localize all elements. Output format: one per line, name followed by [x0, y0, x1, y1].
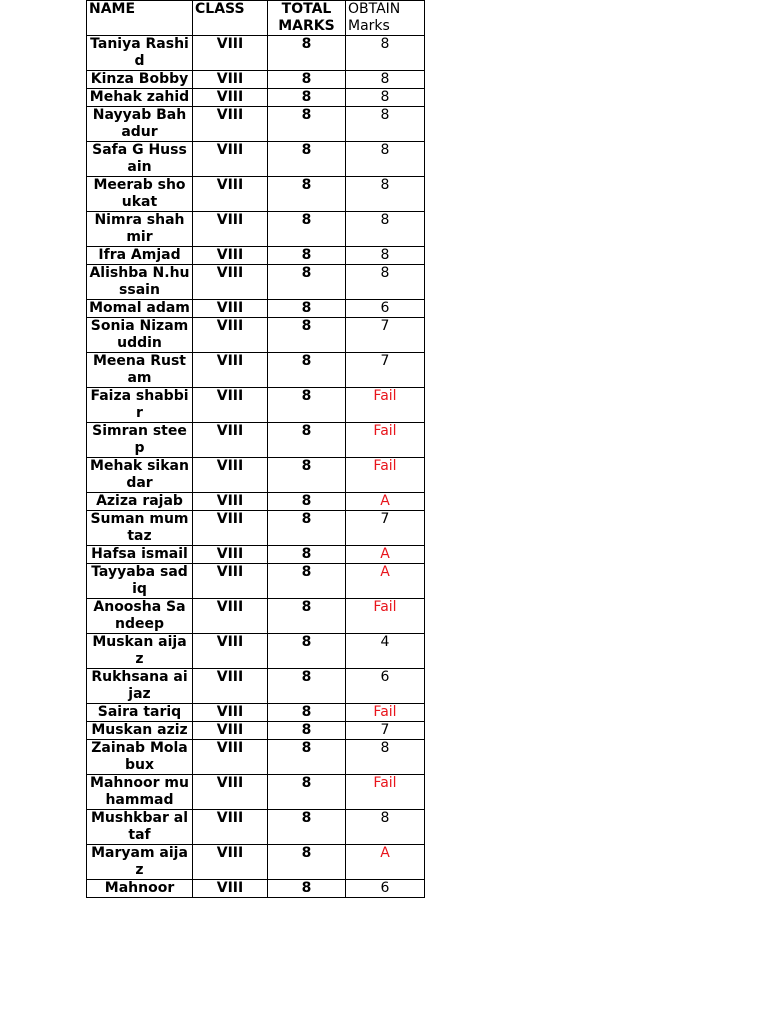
header-total-marks [268, 1, 346, 36]
total-marks-cell: 8 [268, 845, 346, 880]
table-body [87, 36, 425, 898]
student-name-cell: Muskan aziz [87, 722, 193, 740]
student-name-cell: Sonia Nizamuddin [87, 318, 193, 353]
student-name-cell: Nimra shahmir [87, 212, 193, 247]
student-name-cell: Zainab Molabux [87, 740, 193, 775]
class-cell: VIII [193, 36, 268, 71]
student-name-cell: Safa G Hussain [87, 142, 193, 177]
student-name-cell: Hafsa ismail [87, 546, 193, 564]
obtain-marks-cell: Fail [346, 775, 425, 810]
student-name-cell: Mahnoor muhammad [87, 775, 193, 810]
header-obtain-line2: Marks [348, 18, 390, 34]
table-row [87, 300, 425, 318]
total-marks-cell: 8 [268, 511, 346, 546]
total-marks-cell: 8 [268, 300, 346, 318]
table-row [87, 722, 425, 740]
obtain-marks-cell: 8 [346, 107, 425, 142]
total-marks-cell: 8 [268, 564, 346, 599]
obtain-marks-cell: A [346, 546, 425, 564]
class-cell: VIII [193, 458, 268, 493]
class-cell: VIII [193, 142, 268, 177]
total-marks-cell: 8 [268, 212, 346, 247]
class-cell: VIII [193, 318, 268, 353]
student-name-cell: Mehak sikandar [87, 458, 193, 493]
total-marks-cell: 8 [268, 810, 346, 845]
obtain-marks-cell: 8 [346, 740, 425, 775]
marks-table [86, 0, 425, 898]
class-cell: VIII [193, 107, 268, 142]
table-row [87, 810, 425, 845]
total-marks-cell: 8 [268, 142, 346, 177]
table-row [87, 318, 425, 353]
class-cell: VIII [193, 511, 268, 546]
obtain-marks-cell: 8 [346, 810, 425, 845]
table-row [87, 142, 425, 177]
total-marks-cell: 8 [268, 546, 346, 564]
total-marks-cell: 8 [268, 89, 346, 107]
obtain-marks-cell: Fail [346, 599, 425, 634]
table-row [87, 511, 425, 546]
total-marks-cell: 8 [268, 36, 346, 71]
total-marks-cell: 8 [268, 247, 346, 265]
student-name-cell: Nayyab Bahadur [87, 107, 193, 142]
class-cell: VIII [193, 300, 268, 318]
total-marks-cell: 8 [268, 493, 346, 511]
table-row [87, 353, 425, 388]
total-marks-cell: 8 [268, 669, 346, 704]
obtain-marks-cell: 4 [346, 634, 425, 669]
table-row [87, 36, 425, 71]
obtain-marks-cell: Fail [346, 704, 425, 722]
student-name-cell: Taniya Rashid [87, 36, 193, 71]
student-name-cell: Suman mumtaz [87, 511, 193, 546]
total-marks-cell: 8 [268, 740, 346, 775]
obtain-marks-cell: 8 [346, 142, 425, 177]
student-name-cell: Alishba N.hussain [87, 265, 193, 300]
table-row [87, 212, 425, 247]
class-cell: VIII [193, 845, 268, 880]
header-obtain-marks [346, 1, 425, 36]
student-name-cell: Anoosha Sandeep [87, 599, 193, 634]
class-cell: VIII [193, 353, 268, 388]
student-name-cell: Aziza rajab [87, 493, 193, 511]
total-marks-cell: 8 [268, 107, 346, 142]
class-cell: VIII [193, 546, 268, 564]
table-row [87, 71, 425, 89]
table-row [87, 388, 425, 423]
table-row [87, 423, 425, 458]
obtain-marks-cell: 8 [346, 177, 425, 212]
table-row [87, 880, 425, 898]
class-cell: VIII [193, 423, 268, 458]
total-marks-cell: 8 [268, 423, 346, 458]
total-marks-cell: 8 [268, 458, 346, 493]
student-name-cell: Maryam aijaz [87, 845, 193, 880]
obtain-marks-cell: Fail [346, 423, 425, 458]
table-row [87, 845, 425, 880]
obtain-marks-cell: Fail [346, 388, 425, 423]
obtain-marks-cell: 8 [346, 247, 425, 265]
class-cell: VIII [193, 212, 268, 247]
obtain-marks-cell: A [346, 564, 425, 599]
total-marks-cell: 8 [268, 353, 346, 388]
table-row [87, 546, 425, 564]
student-name-cell: Meena Rustam [87, 353, 193, 388]
header-row [87, 1, 425, 36]
class-cell: VIII [193, 564, 268, 599]
table-row [87, 265, 425, 300]
class-cell: VIII [193, 669, 268, 704]
obtain-marks-cell: 7 [346, 318, 425, 353]
total-marks-cell: 8 [268, 318, 346, 353]
header-total-line1: TOTAL [281, 1, 332, 17]
total-marks-cell: 8 [268, 71, 346, 89]
class-cell: VIII [193, 89, 268, 107]
student-name-cell: Ifra Amjad [87, 247, 193, 265]
table-row [87, 564, 425, 599]
header-obtain-line1: OBTAIN [348, 1, 401, 17]
student-name-cell: Meerab shoukat [87, 177, 193, 212]
table-row [87, 775, 425, 810]
obtain-marks-cell: 8 [346, 71, 425, 89]
student-name-cell: Tayyaba sadiq [87, 564, 193, 599]
table-row [87, 740, 425, 775]
table-row [87, 669, 425, 704]
class-cell: VIII [193, 775, 268, 810]
total-marks-cell: 8 [268, 704, 346, 722]
table-row [87, 89, 425, 107]
class-cell: VIII [193, 177, 268, 212]
obtain-marks-cell: 6 [346, 300, 425, 318]
student-name-cell: Rukhsana aijaz [87, 669, 193, 704]
total-marks-cell: 8 [268, 388, 346, 423]
total-marks-cell: 8 [268, 775, 346, 810]
obtain-marks-cell: 8 [346, 212, 425, 247]
student-name-cell: Kinza Bobby [87, 71, 193, 89]
obtain-marks-cell: A [346, 845, 425, 880]
table-row [87, 458, 425, 493]
table-row [87, 634, 425, 669]
class-cell: VIII [193, 247, 268, 265]
class-cell: VIII [193, 493, 268, 511]
obtain-marks-cell: 7 [346, 511, 425, 546]
student-name-cell: Simran steep [87, 423, 193, 458]
class-cell: VIII [193, 810, 268, 845]
table-row [87, 599, 425, 634]
obtain-marks-cell: A [346, 493, 425, 511]
student-name-cell: Momal adam [87, 300, 193, 318]
table-row [87, 493, 425, 511]
total-marks-cell: 8 [268, 265, 346, 300]
class-cell: VIII [193, 722, 268, 740]
header-total-line2: MARKS [278, 18, 335, 34]
table-row [87, 704, 425, 722]
class-cell: VIII [193, 704, 268, 722]
total-marks-cell: 8 [268, 177, 346, 212]
student-name-cell: Mahnoor [87, 880, 193, 898]
student-name-cell: Faiza shabbir [87, 388, 193, 423]
total-marks-cell: 8 [268, 634, 346, 669]
obtain-marks-cell: 8 [346, 36, 425, 71]
student-name-cell: Saira tariq [87, 704, 193, 722]
class-cell: VIII [193, 71, 268, 89]
class-cell: VIII [193, 880, 268, 898]
class-cell: VIII [193, 388, 268, 423]
student-name-cell: Mehak zahid [87, 89, 193, 107]
obtain-marks-cell: 6 [346, 669, 425, 704]
obtain-marks-cell: 7 [346, 353, 425, 388]
obtain-marks-cell: 7 [346, 722, 425, 740]
class-cell: VIII [193, 599, 268, 634]
obtain-marks-cell: 6 [346, 880, 425, 898]
table-row [87, 107, 425, 142]
student-name-cell: Muskan aijaz [87, 634, 193, 669]
header-name: NAME [87, 1, 193, 36]
obtain-marks-cell: 8 [346, 89, 425, 107]
total-marks-cell: 8 [268, 599, 346, 634]
total-marks-cell: 8 [268, 880, 346, 898]
class-cell: VIII [193, 634, 268, 669]
total-marks-cell: 8 [268, 722, 346, 740]
header-class: CLASS [193, 1, 268, 36]
table-row [87, 177, 425, 212]
class-cell: VIII [193, 740, 268, 775]
student-name-cell: Mushkbar altaf [87, 810, 193, 845]
table-row [87, 247, 425, 265]
obtain-marks-cell: 8 [346, 265, 425, 300]
obtain-marks-cell: Fail [346, 458, 425, 493]
class-cell: VIII [193, 265, 268, 300]
